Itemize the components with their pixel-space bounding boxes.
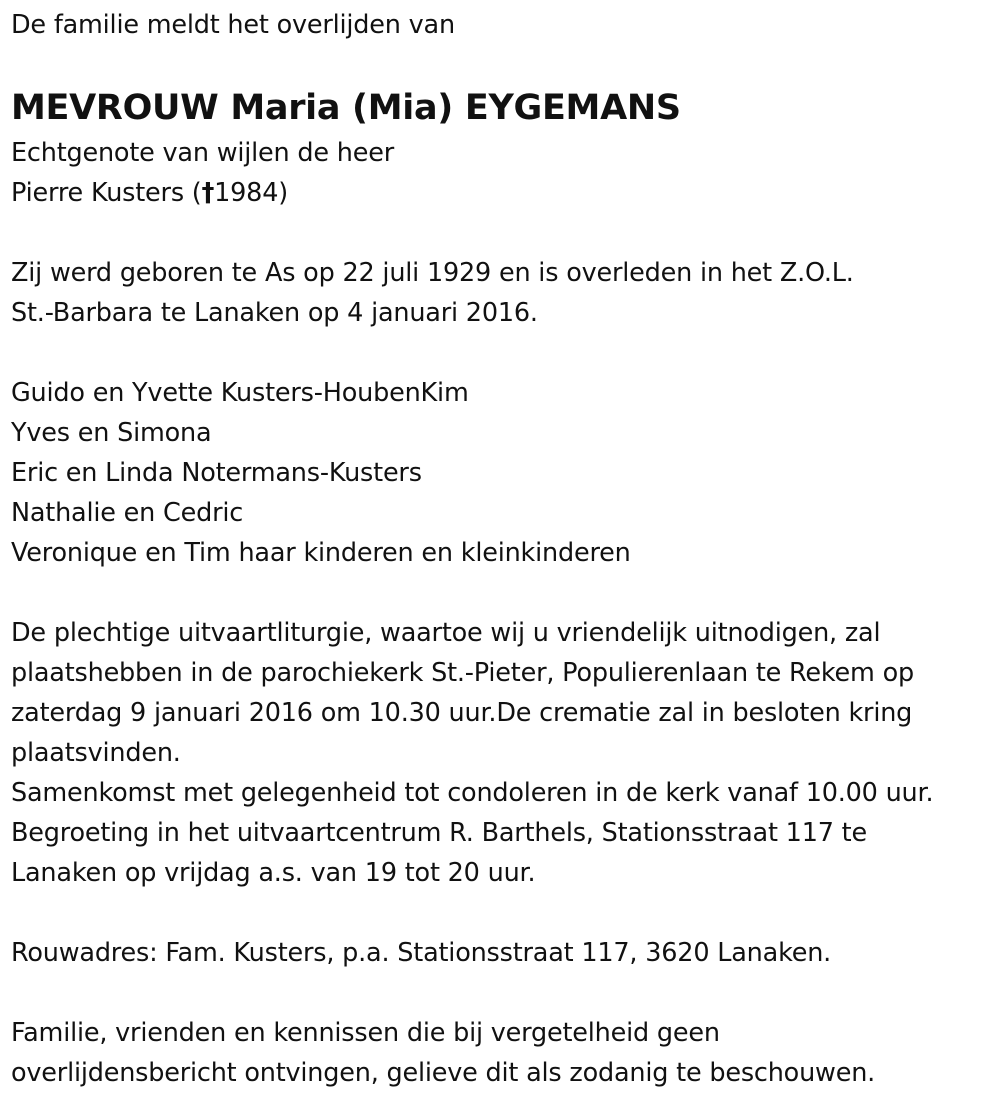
closing-line: overlijdensbericht ontvingen, gelieve dit als zodanig te beschouwen. [11, 1058, 876, 1088]
ceremony-line: De plechtige uitvaartliturgie, waartoe wij u vriendelijk uitnodigen, zal [11, 618, 881, 648]
intro-line: De familie meldt het overlijden van [11, 10, 455, 40]
family-line: Eric en Linda Notermans-Kusters [11, 458, 422, 488]
mourning-address: Rouwadres: Fam. Kusters, p.a. Stationsstraat 117, 3620 Lanaken. [11, 938, 832, 968]
spouse-line-1: Echtgenote van wijlen de heer [11, 138, 394, 168]
spacer [11, 333, 996, 373]
cross-icon: † [201, 178, 215, 208]
birth-line-2: St.-Barbara te Lanaken op 4 januari 2016. [11, 298, 538, 328]
ceremony-line: Samenkomst met gelegenheid tot condoleren in de kerk vanaf 10.00 uur. [11, 778, 934, 808]
family-line: Guido en Yvette Kusters-HoubenKim [11, 378, 469, 408]
ceremony-line: Lanaken op vrijdag a.s. van 19 tot 20 uur. [11, 858, 536, 888]
family-line: Nathalie en Cedric [11, 498, 244, 528]
spacer [11, 213, 996, 253]
deceased-name: MEVROUW Maria (Mia) EYGEMANS [11, 88, 681, 128]
spouse-name: Pierre Kusters ( [11, 178, 202, 208]
spacer [11, 573, 996, 613]
closing-line: Familie, vrienden en kennissen die bij vergetelheid geen [11, 1018, 720, 1048]
spouse-death-year: 1984) [214, 178, 288, 208]
death-notice [11, 0, 996, 1093]
spouse-line-2 [11, 173, 996, 213]
family-line: Veronique en Tim haar kinderen en kleinkinderen [11, 538, 631, 568]
spacer [11, 893, 996, 933]
birth-line-1: Zij werd geboren te As op 22 juli 1929 en is overleden in het Z.O.L. [11, 258, 854, 288]
ceremony-line: Begroeting in het uitvaartcentrum R. Barthels, Stationsstraat 117 te [11, 818, 867, 848]
closing-paragraph [11, 1013, 996, 1093]
family-list [11, 373, 996, 573]
ceremony-line: plaatsvinden. [11, 738, 181, 768]
ceremony-line: zaterdag 9 januari 2016 om 10.30 uur.De crematie zal in besloten kring [11, 698, 913, 728]
ceremony-line: plaatshebben in de parochiekerk St.-Pieter, Populierenlaan te Rekem op [11, 658, 914, 688]
ceremony-paragraph [11, 613, 996, 893]
family-line: Yves en Simona [11, 418, 212, 448]
spacer [11, 973, 996, 1013]
